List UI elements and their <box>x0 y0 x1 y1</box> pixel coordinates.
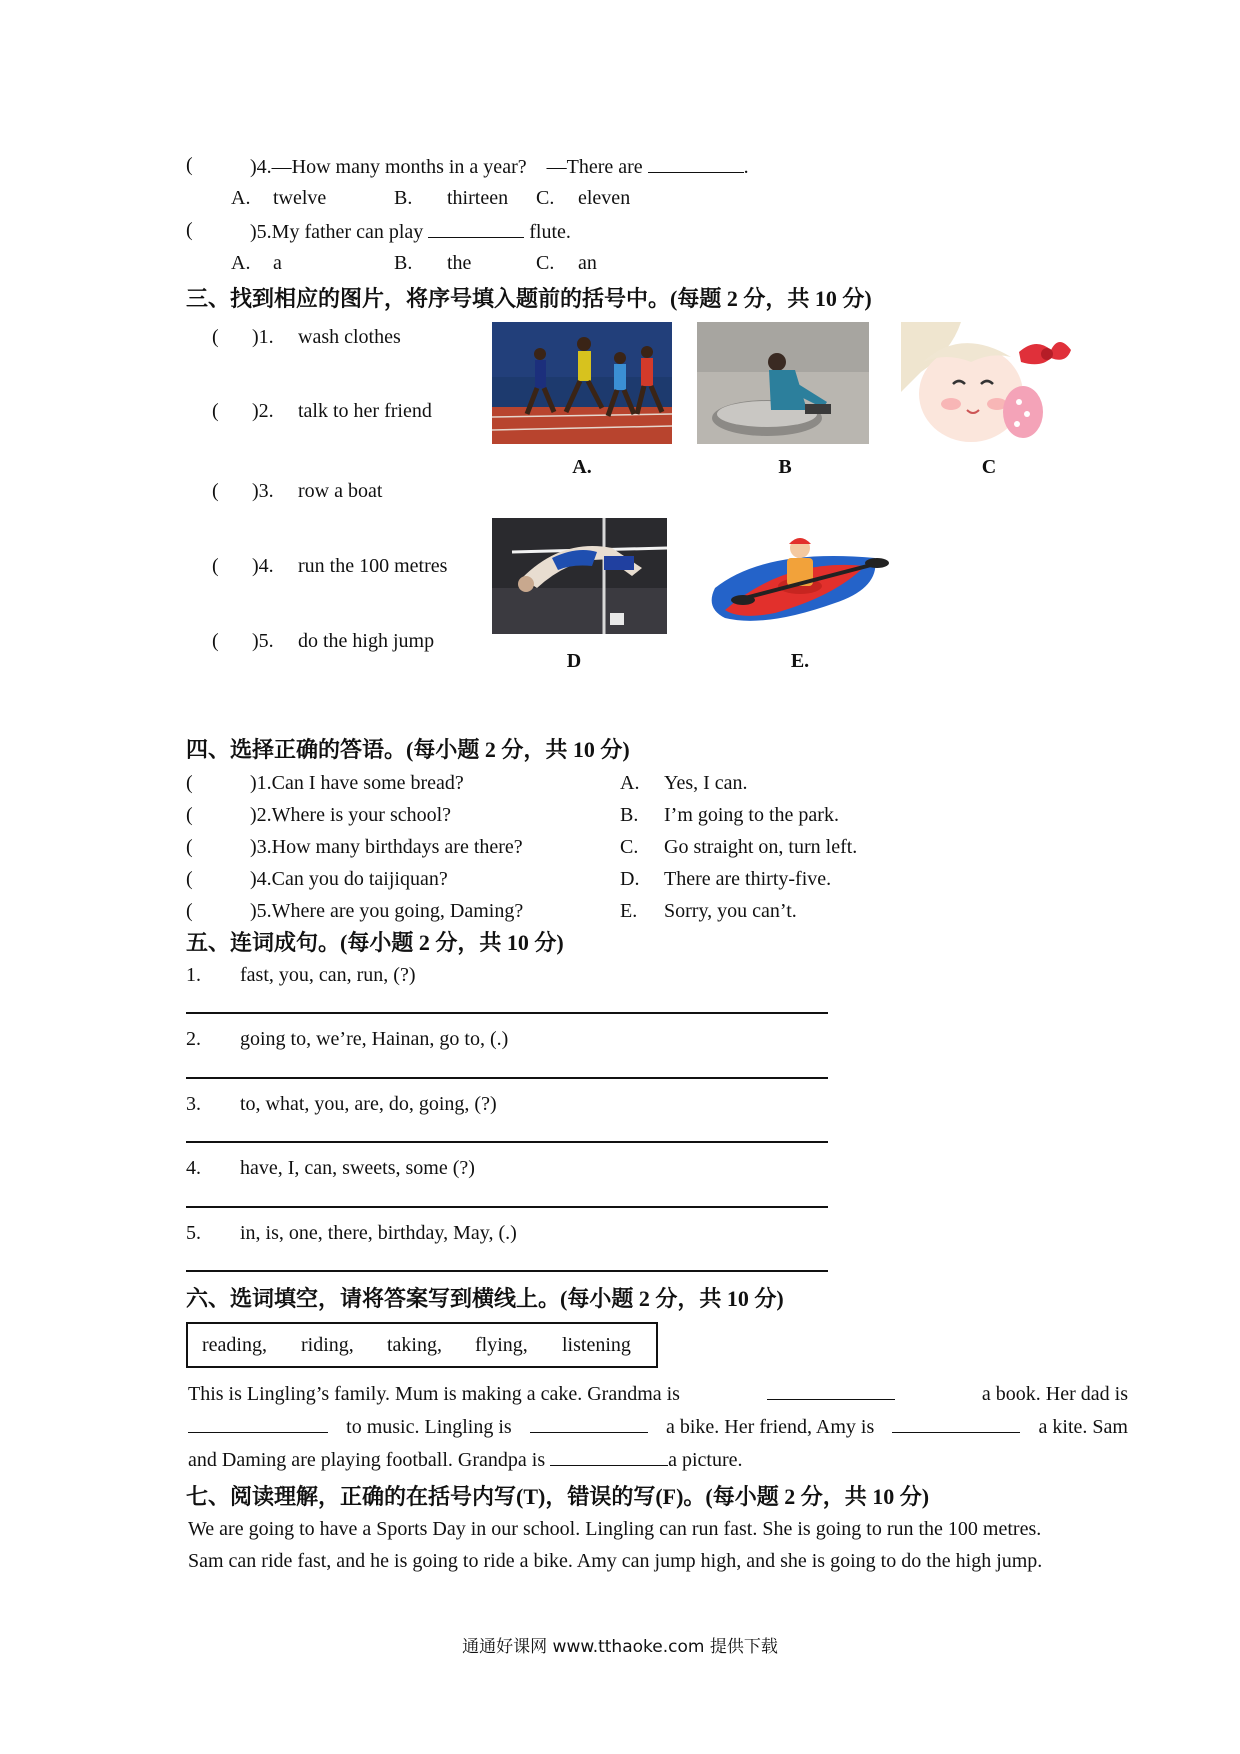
q4-paren: ( <box>186 154 193 176</box>
word-bank-box <box>186 1322 658 1368</box>
part5-item-1-num: 1. <box>186 964 201 986</box>
part3-item-4-num: )4. <box>252 555 274 577</box>
word-bank-word-1: reading, <box>202 1334 267 1356</box>
word-bank-word-4: flying, <box>475 1334 528 1356</box>
part6-blank-1[interactable] <box>767 1381 895 1400</box>
picture-c-cartoon-girl-phone <box>901 322 1073 444</box>
q4-question <box>250 154 749 179</box>
part4-answer-b-letter: B. <box>620 804 639 826</box>
part6-line-3 <box>188 1444 1128 1477</box>
q4-answer-blank[interactable] <box>648 154 744 173</box>
part5-answer-line-1[interactable] <box>186 1012 828 1014</box>
part5-item-1-text: fast, you, can, run, (?) <box>240 964 416 986</box>
part5-item-4-num: 4. <box>186 1157 201 1179</box>
part3-item-2-text: talk to her friend <box>298 400 432 422</box>
part6-blank-3[interactable] <box>530 1414 648 1433</box>
part6-line-1 <box>188 1378 1128 1411</box>
part4-answer-b-text: I’m going to the park. <box>664 804 839 826</box>
part4-answer-d-letter: D. <box>620 868 640 890</box>
part6-heading: 六、选词填空，请将答案写到横线上。(每小题 2 分，共 10 分) <box>186 1286 784 1311</box>
part4-answer-a-letter: A. <box>620 772 640 794</box>
part3-item-1-paren: ( <box>212 326 219 348</box>
part4-q3-text: )3.How many birthdays are there? <box>250 836 523 858</box>
part6-line-2-text-a: to music. Lingling is <box>346 1416 512 1438</box>
part3-item-5-paren: ( <box>212 630 219 652</box>
picture-b-washing-clothes <box>697 322 869 444</box>
q5-text: )5.My father can play <box>250 221 424 243</box>
part3-item-2-num: )2. <box>252 400 274 422</box>
part4-q1-text: )1.Can I have some bread? <box>250 772 464 794</box>
q5-paren: ( <box>186 219 193 241</box>
q4-option-a-letter: A. <box>231 187 251 209</box>
part3-item-4-text: run the 100 metres <box>298 555 448 577</box>
part4-q5-paren: ( <box>186 900 193 922</box>
part6-line-2-text-c: a kite. Sam <box>1038 1416 1128 1438</box>
part6-blank-5[interactable] <box>550 1447 668 1466</box>
q5-option-c-letter: C. <box>536 252 555 274</box>
part4-q4-paren: ( <box>186 868 193 890</box>
part4-q5-text: )5.Where are you going, Daming? <box>250 900 524 922</box>
part6-blank-2[interactable] <box>188 1414 328 1433</box>
part4-answer-e-text: Sorry, you can’t. <box>664 900 797 922</box>
part6-blank-4[interactable] <box>892 1414 1020 1433</box>
caption-e: E. <box>790 650 810 672</box>
part3-item-1-num: )1. <box>252 326 274 348</box>
part6-line-3-text-a: and Daming are playing football. Grandpa is <box>188 1449 546 1471</box>
part7-heading: 七、阅读理解，正确的在括号内写(T)，错误的写(F)。(每小题 2 分，共 10 分) <box>186 1484 930 1509</box>
q5-option-b-letter: B. <box>394 252 413 274</box>
part4-q2-paren: ( <box>186 804 193 826</box>
q4-end: . <box>743 156 749 178</box>
part5-item-5-num: 5. <box>186 1222 201 1244</box>
caption-d: D <box>566 650 582 672</box>
word-bank-word-3: taking, <box>387 1334 442 1356</box>
caption-c: C <box>981 456 997 478</box>
part5-item-3-text: to, what, you, are, do, going, (?) <box>240 1093 497 1115</box>
word-bank-word-5: listening <box>562 1334 631 1356</box>
picture-e-rowing-boat <box>705 518 893 634</box>
q5-option-a-letter: A. <box>231 252 251 274</box>
part3-item-3-text: row a boat <box>298 480 383 502</box>
part4-answer-c-letter: C. <box>620 836 639 858</box>
part6-line-2 <box>188 1411 1128 1444</box>
part5-answer-line-5[interactable] <box>186 1270 828 1272</box>
part6-line-3-text-b: a picture. <box>668 1449 743 1471</box>
q5-answer-blank[interactable] <box>428 219 524 238</box>
part5-item-2-num: 2. <box>186 1028 201 1050</box>
q5-option-c: an <box>578 252 597 274</box>
part4-q4-text: )4.Can you do taijiquan? <box>250 868 448 890</box>
word-bank-word-2: riding, <box>301 1334 354 1356</box>
part4-answer-d-text: There are thirty-five. <box>664 868 832 890</box>
part5-item-2-text: going to, we’re, Hainan, go to, (.) <box>240 1028 509 1050</box>
part3-item-3-paren: ( <box>212 480 219 502</box>
q4-text: )4.—How many months in a year? <box>250 156 527 178</box>
page-footer: 通通好课网 www.tthaoke.com 提供下载 <box>462 1637 778 1657</box>
part3-item-5-num: )5. <box>252 630 274 652</box>
caption-a: A. <box>572 456 592 478</box>
part3-item-4-paren: ( <box>212 555 219 577</box>
part5-answer-line-2[interactable] <box>186 1077 828 1079</box>
part4-q1-paren: ( <box>186 772 193 794</box>
part6-passage <box>188 1378 1128 1477</box>
part3-item-5-text: do the high jump <box>298 630 435 652</box>
part5-heading: 五、连词成句。(每小题 2 分，共 10 分) <box>186 930 564 955</box>
part4-answer-c-text: Go straight on, turn left. <box>664 836 858 858</box>
part5-answer-line-3[interactable] <box>186 1141 828 1143</box>
q4-option-c: eleven <box>578 187 631 209</box>
part3-item-1-text: wash clothes <box>298 326 401 348</box>
q5-option-a: a <box>273 252 282 274</box>
part5-answer-line-4[interactable] <box>186 1206 828 1208</box>
q4-reply: —There are <box>546 156 643 178</box>
part3-item-3-num: )3. <box>252 480 274 502</box>
q5-option-b: the <box>447 252 472 274</box>
q4-option-a: twelve <box>273 187 327 209</box>
part6-line-1-text-b: a book. Her dad is <box>981 1383 1128 1405</box>
part7-passage-line-2: Sam can ride fast, and he is going to ride a bike. Amy can jump high, and she is going to do the high jump. <box>188 1550 1043 1572</box>
part5-item-5-text: in, is, one, there, birthday, May, (.) <box>240 1222 517 1244</box>
picture-d-high-jump <box>492 518 667 634</box>
q4-option-b: thirteen <box>447 187 509 209</box>
q5-end: flute. <box>529 221 571 243</box>
part4-q3-paren: ( <box>186 836 193 858</box>
part5-item-3-num: 3. <box>186 1093 201 1115</box>
q4-option-c-letter: C. <box>536 187 555 209</box>
part4-answer-a-text: Yes, I can. <box>664 772 748 794</box>
part4-q2-text: )2.Where is your school? <box>250 804 452 826</box>
caption-b: B <box>778 456 792 478</box>
picture-a-runners <box>492 322 672 444</box>
part4-heading: 四、选择正确的答语。(每小题 2 分，共 10 分) <box>186 737 630 762</box>
q4-option-b-letter: B. <box>394 187 413 209</box>
part4-answer-e-letter: E. <box>620 900 638 922</box>
q5-question <box>250 219 571 244</box>
part3-heading: 三、找到相应的图片，将序号填入题前的括号中。(每题 2 分，共 10 分) <box>186 286 872 311</box>
part3-item-2-paren: ( <box>212 400 219 422</box>
part6-line-2-text-b: a bike. Her friend, Amy is <box>665 1416 875 1438</box>
part5-item-4-text: have, I, can, sweets, some (?) <box>240 1157 475 1179</box>
part7-passage-line-1: We are going to have a Sports Day in our school. Lingling can run fast. She is going to run the 100 metres. <box>188 1518 1042 1540</box>
part6-line-1-text-a: This is Lingling’s family. Mum is making a cake. Grandma is <box>188 1383 680 1405</box>
